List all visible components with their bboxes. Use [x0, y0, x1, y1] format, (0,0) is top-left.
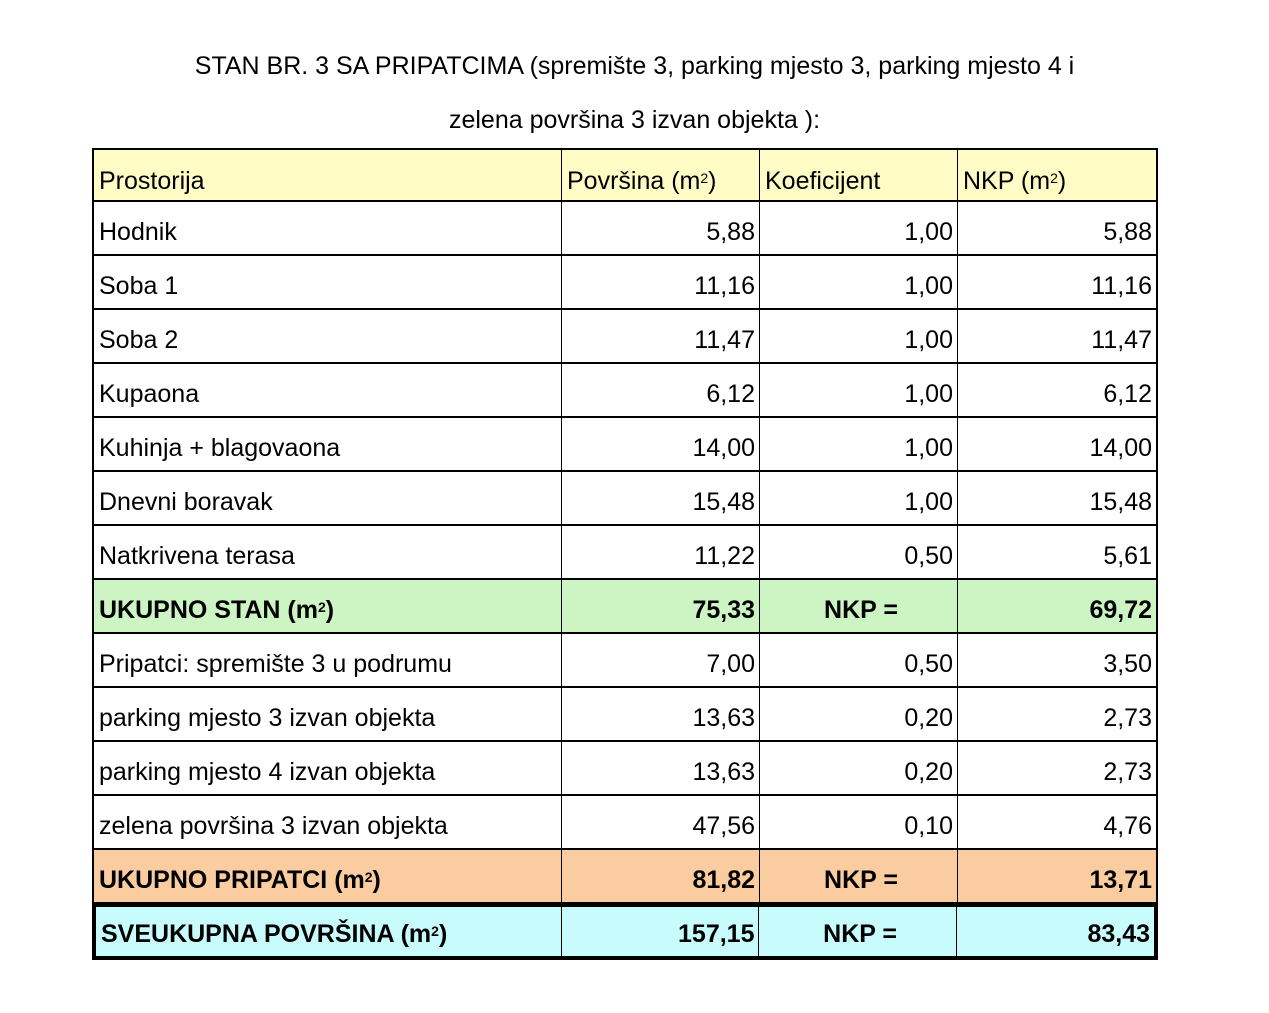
total-stan-nkp-label: NKP = — [760, 580, 958, 632]
room-name: Natkrivena terasa — [94, 526, 562, 578]
table-row — [92, 202, 1158, 256]
total-pripatci-area: 81,82 — [562, 850, 760, 902]
room-area: 5,88 — [562, 202, 760, 254]
room-coef: 1,00 — [760, 310, 958, 362]
room-name: Soba 1 — [94, 256, 562, 308]
grand-total-area: 157,15 — [562, 907, 759, 956]
table-row — [92, 742, 1158, 796]
header-prostorija: Prostorija — [94, 150, 562, 200]
room-area: 11,47 — [562, 310, 760, 362]
room-nkp: 14,00 — [1089, 434, 1152, 462]
pripadak-area: 47,56 — [562, 796, 760, 848]
pripadak-coef: 0,20 — [760, 688, 958, 740]
pripadak-nkp: 2,73 — [1103, 704, 1152, 732]
pripadak-nkp: 3,50 — [1103, 650, 1152, 678]
pripadak-coef: 0,50 — [760, 634, 958, 686]
pripadak-name: parking mjesto 3 izvan objekta — [94, 688, 562, 740]
room-nkp: 15,48 — [1089, 488, 1152, 516]
table-header-row — [92, 148, 1158, 202]
grand-total-label: SVEUKUPNA POVRŠINA (m $^2$ ) — [96, 907, 562, 956]
pripadak-nkp: 2,73 — [1103, 758, 1152, 786]
document-title-line-1: STAN BR. 3 SA PRIPATCIMA (spremište 3, parking mjesto 3, parking mjesto 4 i — [194, 52, 1075, 80]
room-coef: 1,00 — [760, 256, 958, 308]
total-pripatci-label: UKUPNO PRIPATCI (m $^2$ ) — [94, 850, 562, 902]
pripadak-area: 13,63 — [562, 742, 760, 794]
table-row — [92, 310, 1158, 364]
room-name: Kuhinja + blagovaona — [94, 418, 562, 470]
header-nkp: NKP (m $^2$ ) — [963, 167, 1067, 195]
room-coef: 0,50 — [760, 526, 958, 578]
table-row — [92, 688, 1158, 742]
pripadak-coef: 0,10 — [760, 796, 958, 848]
grand-total-row — [92, 904, 1158, 960]
room-name: Kupaona — [94, 364, 562, 416]
room-nkp: 5,61 — [1103, 542, 1152, 570]
room-name: Hodnik — [94, 202, 562, 254]
room-area: 15,48 — [562, 472, 760, 524]
room-name: Soba 2 — [94, 310, 562, 362]
room-area: 11,22 — [562, 526, 760, 578]
room-coef: 1,00 — [760, 364, 958, 416]
pripadak-area: 13,63 — [562, 688, 760, 740]
document-title-line-2: zelena površina 3 izvan objekta ): — [448, 106, 821, 134]
room-nkp: 11,16 — [1091, 272, 1152, 300]
total-pripatci-nkp-label: NKP = — [760, 850, 958, 902]
room-coef: 1,00 — [760, 418, 958, 470]
pripadak-nkp: 4,76 — [1103, 812, 1152, 840]
table-row — [92, 796, 1158, 850]
table-row — [92, 364, 1158, 418]
total-stan-row — [92, 580, 1158, 634]
total-stan-area: 75,33 — [562, 580, 760, 632]
pripadak-coef: 0,20 — [760, 742, 958, 794]
room-area: 6,12 — [562, 364, 760, 416]
room-name: Dnevni boravak — [94, 472, 562, 524]
pripadak-area: 7,00 — [562, 634, 760, 686]
header-povrsina: Površina (m $^2$ ) — [562, 150, 760, 200]
pripadak-name: parking mjesto 4 izvan objekta — [94, 742, 562, 794]
total-stan-nkp: 69,72 — [1089, 596, 1152, 624]
total-stan-label: UKUPNO STAN (m $^2$ ) — [94, 580, 562, 632]
room-nkp: 11,47 — [1091, 326, 1152, 354]
room-area: 11,16 — [562, 256, 760, 308]
room-coef: 1,00 — [760, 472, 958, 524]
room-nkp: 5,88 — [1103, 218, 1152, 246]
table-row — [92, 634, 1158, 688]
table-row — [92, 526, 1158, 580]
grand-total-nkp: 83,43 — [1087, 920, 1150, 948]
pripadak-name: zelena površina 3 izvan objekta — [94, 796, 562, 848]
header-koeficijent: Koeficijent — [760, 150, 958, 200]
table-row — [92, 418, 1158, 472]
grand-total-nkp-label: NKP = — [759, 907, 956, 956]
total-pripatci-row — [92, 850, 1158, 904]
pripadak-name: Pripatci: spremište 3 u podrumu — [94, 634, 562, 686]
table-row — [92, 472, 1158, 526]
room-area: 14,00 — [562, 418, 760, 470]
room-nkp: 6,12 — [1103, 380, 1152, 408]
table-row — [92, 256, 1158, 310]
total-pripatci-nkp: 13,71 — [1089, 866, 1152, 894]
room-coef: 1,00 — [760, 202, 958, 254]
area-table — [92, 148, 1158, 960]
